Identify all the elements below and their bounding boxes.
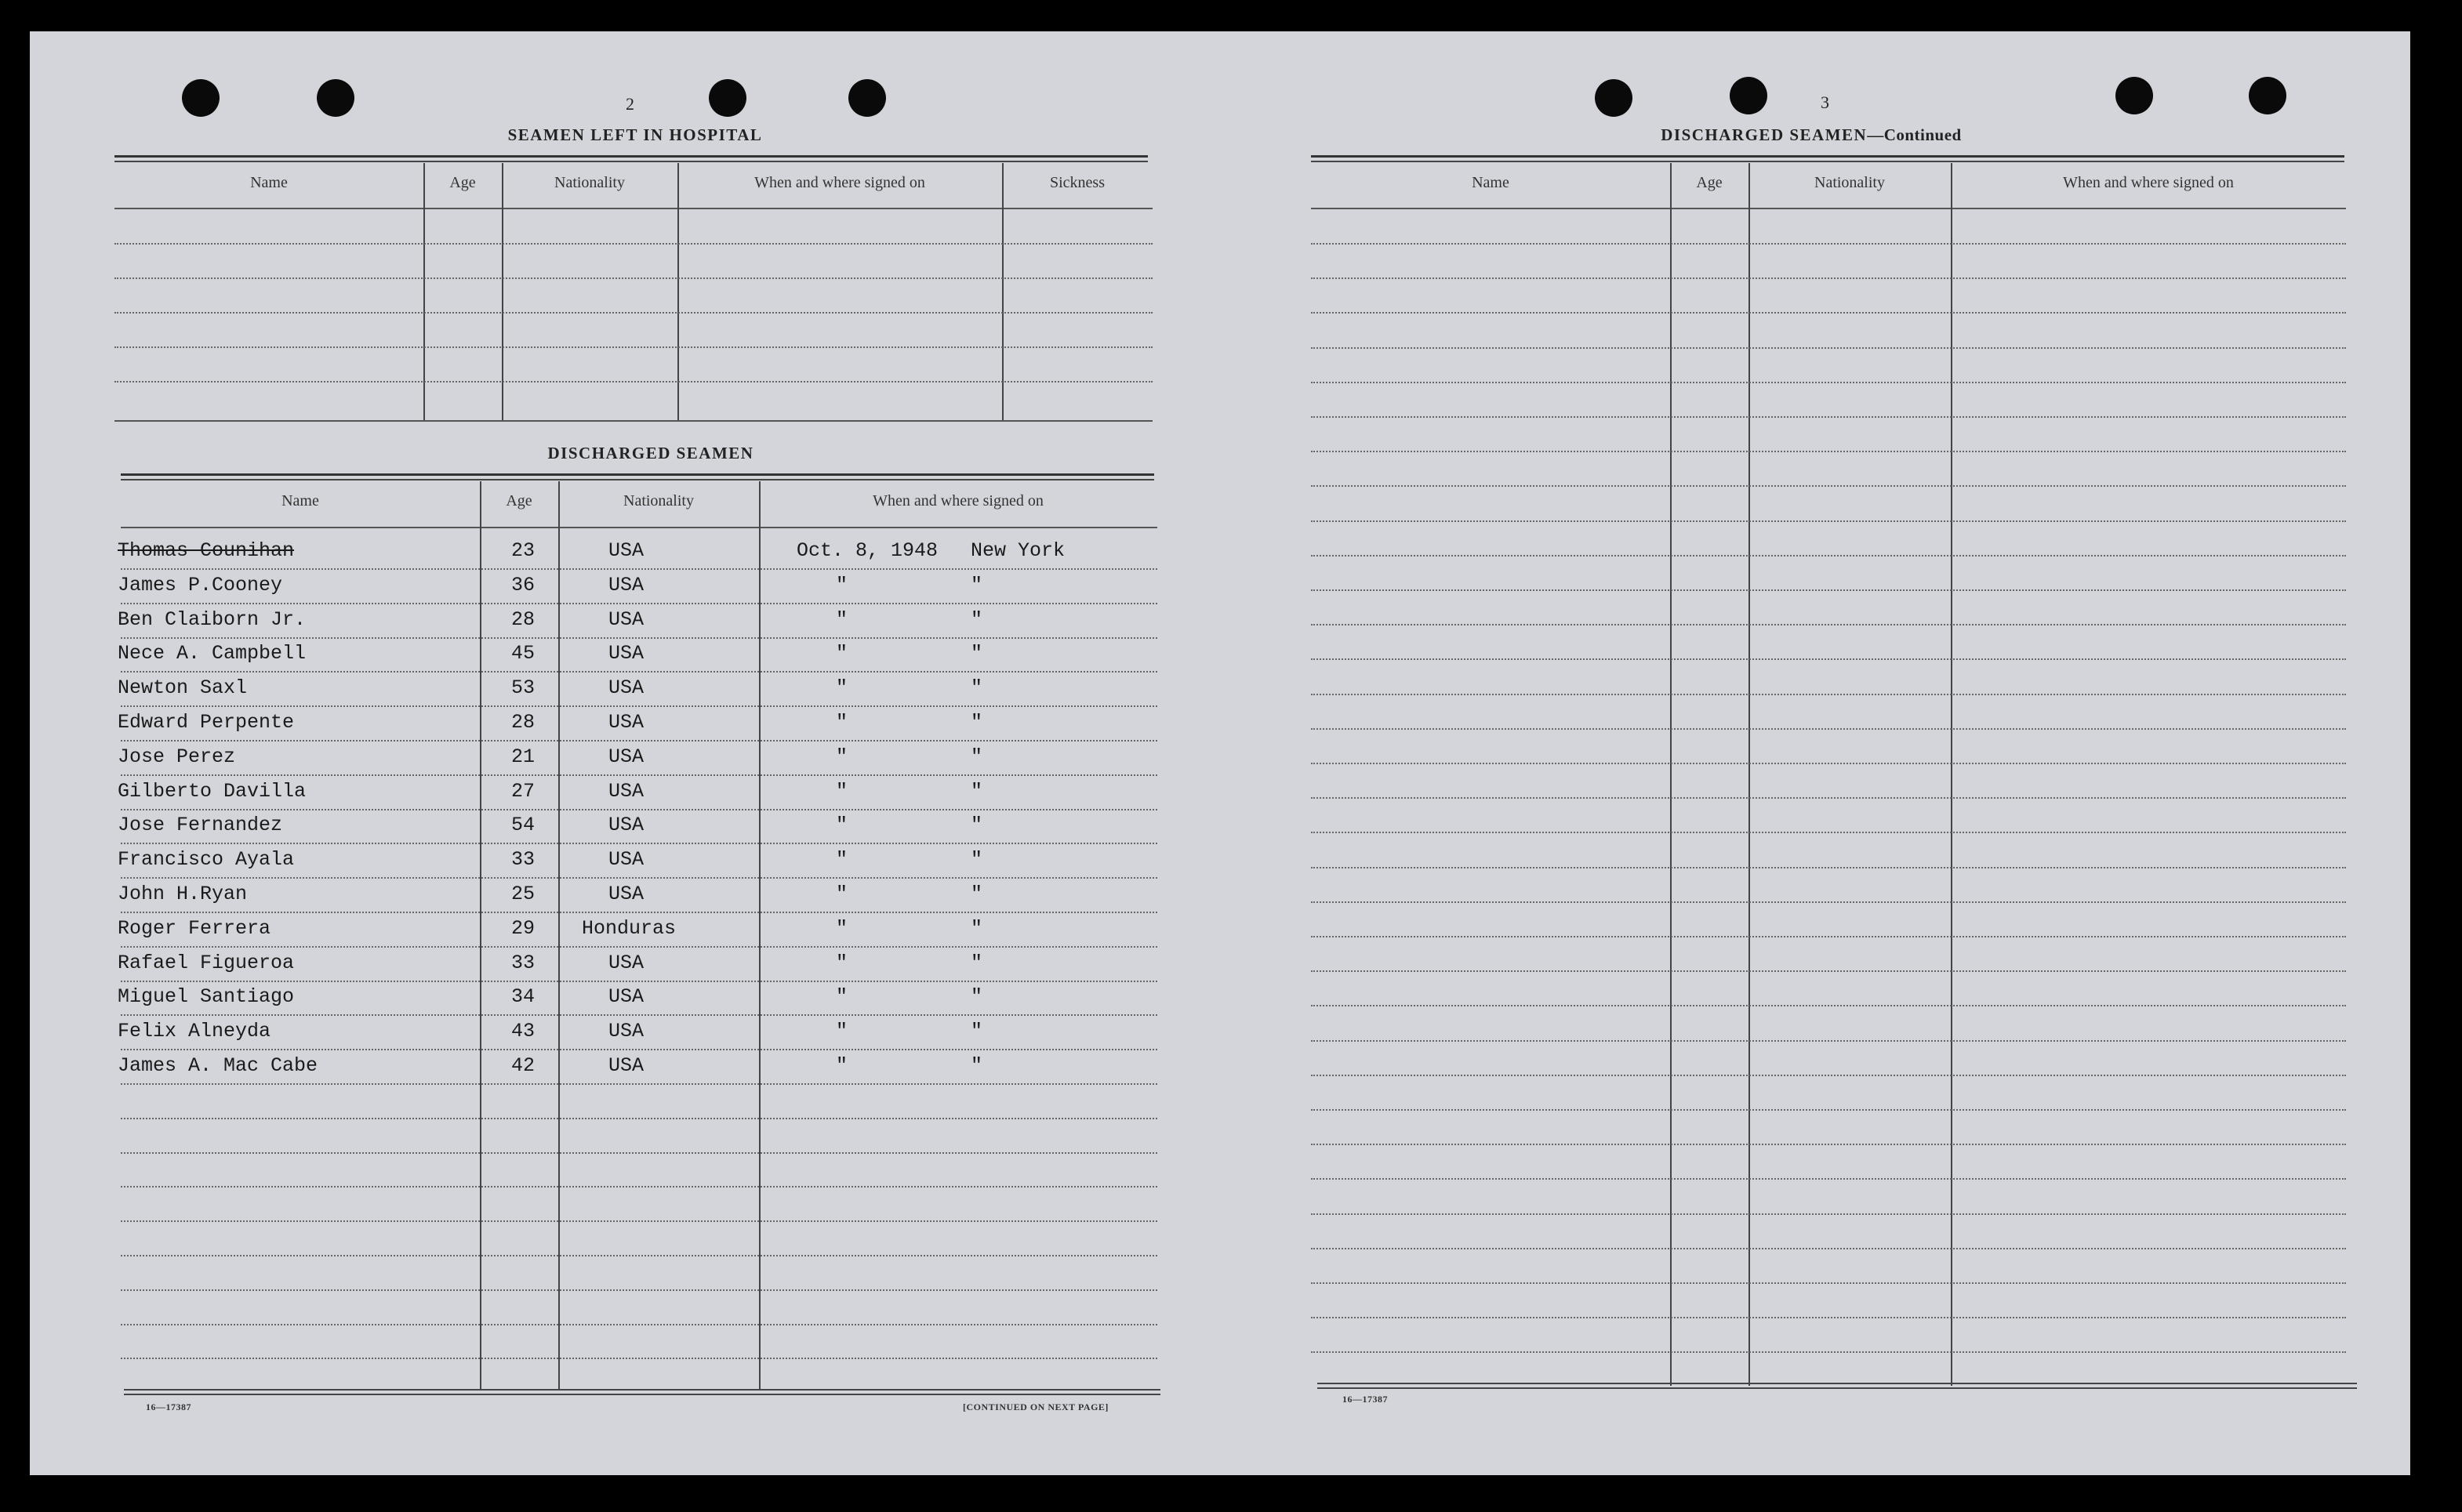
seaman-nationality: Honduras [582,916,677,940]
title-suffix: —Continued [1867,125,1962,144]
seaman-name: Gilberto Davilla [118,779,307,803]
ruled-line [1311,1144,2346,1145]
signed-on-date: " [836,916,848,940]
continued-header-rule [1311,208,2346,209]
ruled-line [1311,1317,2346,1318]
seaman-name: James P.Cooney [118,573,283,596]
seaman-age: 43 [511,1020,536,1043]
ruled-line [1311,658,2346,660]
signed-on-date: " [836,814,848,837]
ruled-line [1311,832,2346,833]
seaman-name: Francisco Ayala [118,848,295,872]
signed-on-place: " [971,745,983,768]
ruled-line [1311,347,2346,349]
seaman-name: Edward Perpente [118,711,295,734]
seaman-age: 29 [511,916,536,940]
signed-on-place: " [971,883,983,905]
signed-on-place: " [971,573,983,596]
continued-bottom-rule [1317,1387,2357,1389]
seaman-name: Rafael Figueroa [118,951,295,974]
ruled-line [1311,936,2346,937]
page-number: 3 [1821,92,1829,112]
seaman-nationality: USA [608,1054,645,1077]
signed-on-date: " [836,985,848,1009]
seaman-nationality: USA [608,883,645,905]
discharged-col-age: Age [506,492,532,509]
continued-col-age: Age [1696,174,1723,191]
seaman-name: James A. Mac Cabe [118,1054,318,1077]
seaman-nationality: USA [608,779,645,803]
signed-on-date: " [836,1020,848,1043]
seaman-age: 28 [511,607,536,631]
seaman-name: John H.Ryan [118,883,248,905]
seaman-nationality: USA [608,676,645,700]
ruled-line [1311,1040,2346,1042]
signed-on-date: " [836,848,848,872]
seaman-name: Miguel Santiago [118,985,295,1009]
seaman-age: 54 [511,814,536,837]
seaman-nationality: USA [608,573,645,596]
signed-on-date: " [836,711,848,734]
ruled-line [1311,901,2346,903]
ruled-line [1311,1282,2346,1284]
signed-on-place: " [971,1020,983,1043]
discharged-continued-title [1576,125,2046,145]
ruled-line [1311,589,2346,591]
ruled-line [1311,797,2346,799]
signed-on-date: " [836,883,848,905]
seaman-age: 21 [511,745,536,768]
signed-on-place: " [971,676,983,700]
ruled-line [1311,728,2346,730]
seaman-age: 36 [511,573,536,596]
seaman-nationality: USA [608,951,645,974]
ruled-line [1311,1109,2346,1111]
signed-on-place: " [971,779,983,803]
ruled-line [1311,382,2346,383]
signed-on-place: " [971,607,983,631]
seaman-name: Felix Alneyda [118,1020,271,1043]
ruled-line [1311,416,2346,418]
signed-on-date: " [836,607,848,631]
hospital-section-title: SEAMEN LEFT IN HOSPITAL [507,125,763,144]
signed-on-place: " [971,985,983,1009]
ruled-line [1311,555,2346,557]
seaman-nationality: USA [608,985,645,1009]
seaman-name: Newton Saxl [118,676,248,700]
ruled-line [1311,451,2346,452]
hospital-col-age: Age [449,174,476,191]
seaman-age: 53 [511,676,536,700]
ruled-line [1311,763,2346,764]
signed-on-place: New York [971,539,1066,562]
form-number: 16—17387 [1342,1394,1388,1405]
seaman-age: 23 [511,539,536,562]
ruled-line [1311,243,2346,245]
signed-on-place: " [971,642,983,665]
ruled-line [1311,520,2346,522]
continued-col-signed-on: When and where signed on [2063,174,2234,191]
seaman-age: 45 [511,642,536,665]
seaman-nationality: USA [608,814,645,837]
continued-col-name: Name [1472,174,1509,191]
signed-on-place: " [971,814,983,837]
hospital-col-sickness: Sickness [1050,174,1105,191]
ruled-line [1311,970,2346,972]
continued-col-nationality: Nationality [1814,174,1885,191]
seaman-name: Jose Perez [118,745,236,768]
seaman-age: 33 [511,848,536,872]
seaman-age: 33 [511,951,536,974]
signed-on-place: " [971,711,983,734]
ruled-line [1311,312,2346,314]
seaman-age: 28 [511,711,536,734]
signed-on-place: " [971,951,983,974]
signed-on-date: " [836,951,848,974]
seaman-name: Roger Ferrera [118,916,271,940]
signed-on-place: " [971,916,983,940]
title-text: DISCHARGED SEAMEN [1661,125,1868,144]
seaman-nationality: USA [608,848,645,872]
discharged-col-name: Name [281,492,319,509]
seaman-name: Thomas Counihan [118,539,295,562]
continued-bottom-rule [1317,1383,2357,1384]
ruled-line [1311,277,2346,279]
continued-top-rule [1311,161,2344,162]
discharged-section-title: DISCHARGED SEAMEN [547,444,754,462]
seaman-name: Ben Claiborn Jr. [118,607,307,631]
discharged-col-signed-on: When and where signed on [873,492,1044,509]
ruled-line [1311,624,2346,625]
ruled-line [1311,1075,2346,1076]
signed-on-place: " [971,1054,983,1077]
ruled-line [1311,1178,2346,1180]
continued-note: [CONTINUED ON NEXT PAGE] [963,1401,1109,1412]
signed-on-place: " [971,848,983,872]
hospital-col-name: Name [250,174,288,191]
signed-on-date: Oct. 8, 1948 [797,539,939,562]
ruled-line [1311,1248,2346,1249]
ruled-line [1311,1351,2346,1353]
seaman-age: 27 [511,779,536,803]
seaman-age: 42 [511,1054,536,1077]
seaman-name: Nece A. Campbell [118,642,307,665]
signed-on-date: " [836,1054,848,1077]
seaman-nationality: USA [608,745,645,768]
seaman-age: 25 [511,883,536,905]
ruled-line [1311,1005,2346,1006]
seaman-nationality: USA [608,539,645,562]
continued-top-rule [1311,155,2344,158]
seaman-nationality: USA [608,711,645,734]
hospital-col-signed-on: When and where signed on [754,174,925,191]
signed-on-date: " [836,779,848,803]
ruled-line [1311,694,2346,695]
seaman-age: 34 [511,985,536,1009]
page-number: 2 [626,94,634,114]
hospital-col-nationality: Nationality [554,174,625,191]
signed-on-date: " [836,745,848,768]
seaman-nationality: USA [608,607,645,631]
signed-on-date: " [836,676,848,700]
signed-on-date: " [836,642,848,665]
form-number: 16—17387 [146,1401,191,1412]
seaman-name: Jose Fernandez [118,814,283,837]
seaman-nationality: USA [608,642,645,665]
ruled-line [1311,1213,2346,1215]
signed-on-date: " [836,573,848,596]
ruled-line [1311,867,2346,868]
seaman-nationality: USA [608,1020,645,1043]
discharged-col-nationality: Nationality [623,492,694,509]
ruled-line [1311,485,2346,487]
